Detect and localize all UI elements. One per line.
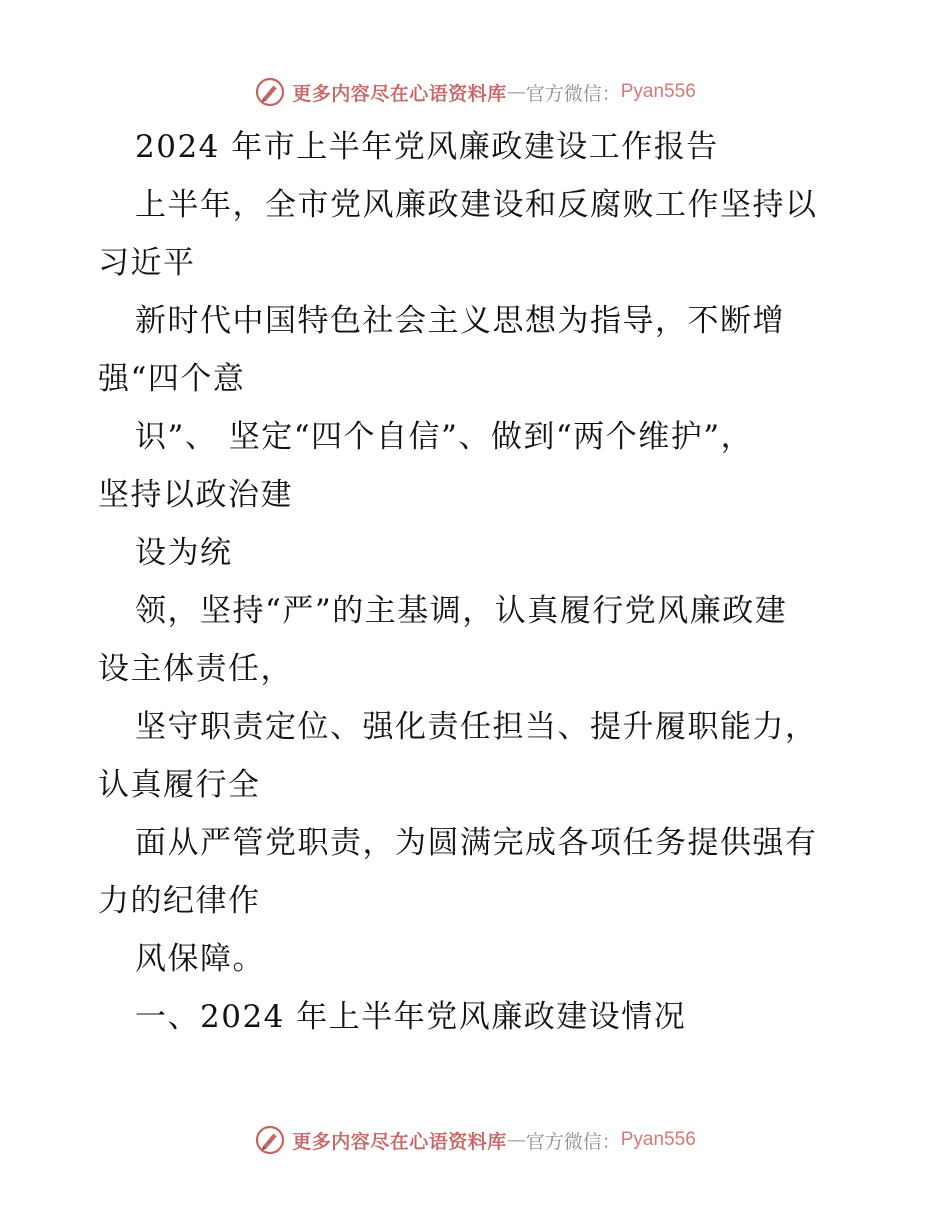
header-banner-separator: — xyxy=(506,81,526,103)
footer-banner-wechat-id: Pyan556 xyxy=(620,1129,696,1150)
paragraph-line: 力的纪律作 xyxy=(98,883,261,919)
paragraph-line: 坚守职责定位、强化责任担当、提升履职能力， xyxy=(135,709,818,745)
paragraph-line: 坚持以政治建 xyxy=(98,477,293,513)
document-body xyxy=(98,118,858,1046)
paragraph-line: 认真履行全 xyxy=(98,767,261,803)
paragraph-line: 风保障。 xyxy=(135,941,265,977)
header-banner-wechat-label: 官方微信： xyxy=(525,82,621,105)
pen-logo-icon xyxy=(254,76,286,108)
footer-banner xyxy=(0,1120,950,1160)
paragraph-line: 面从严管党职责，为圆满完成各项任务提供强有 xyxy=(135,825,818,861)
footer-banner-separator: — xyxy=(506,1129,526,1151)
footer-banner-title: 更多内容尽在心语资料库 xyxy=(292,1130,507,1153)
paragraph-line: 上半年，全市党风廉政建设和反腐败工作坚持以 xyxy=(135,187,818,223)
paragraph-line: 领，坚持“严”的主基调，认真履行党风廉政建 xyxy=(135,593,788,629)
pen-logo-icon xyxy=(254,1124,286,1156)
paragraph-line: 设主体责任， xyxy=(98,651,293,687)
footer-banner-wechat-label: 官方微信： xyxy=(525,1130,621,1153)
header-banner-title: 更多内容尽在心语资料库 xyxy=(292,82,507,105)
document-title: 2024 年市上半年党风廉政建设工作报告 xyxy=(135,129,719,165)
header-banner xyxy=(0,72,950,112)
paragraph-line: 强“四个意 xyxy=(98,361,246,397)
header-banner-wechat-id: Pyan556 xyxy=(620,81,696,102)
paragraph-line: 识”、 坚定“四个自信”、做到“两个维护”， xyxy=(135,419,754,455)
paragraph-line: 新时代中国特色社会主义思想为指导，不断增 xyxy=(135,303,785,339)
paragraph-line: 习近平 xyxy=(98,245,196,281)
paragraph-line: 设为统 xyxy=(135,535,233,571)
paragraph-line: 一、2024 年上半年党风廉政建设情况 xyxy=(135,999,687,1035)
